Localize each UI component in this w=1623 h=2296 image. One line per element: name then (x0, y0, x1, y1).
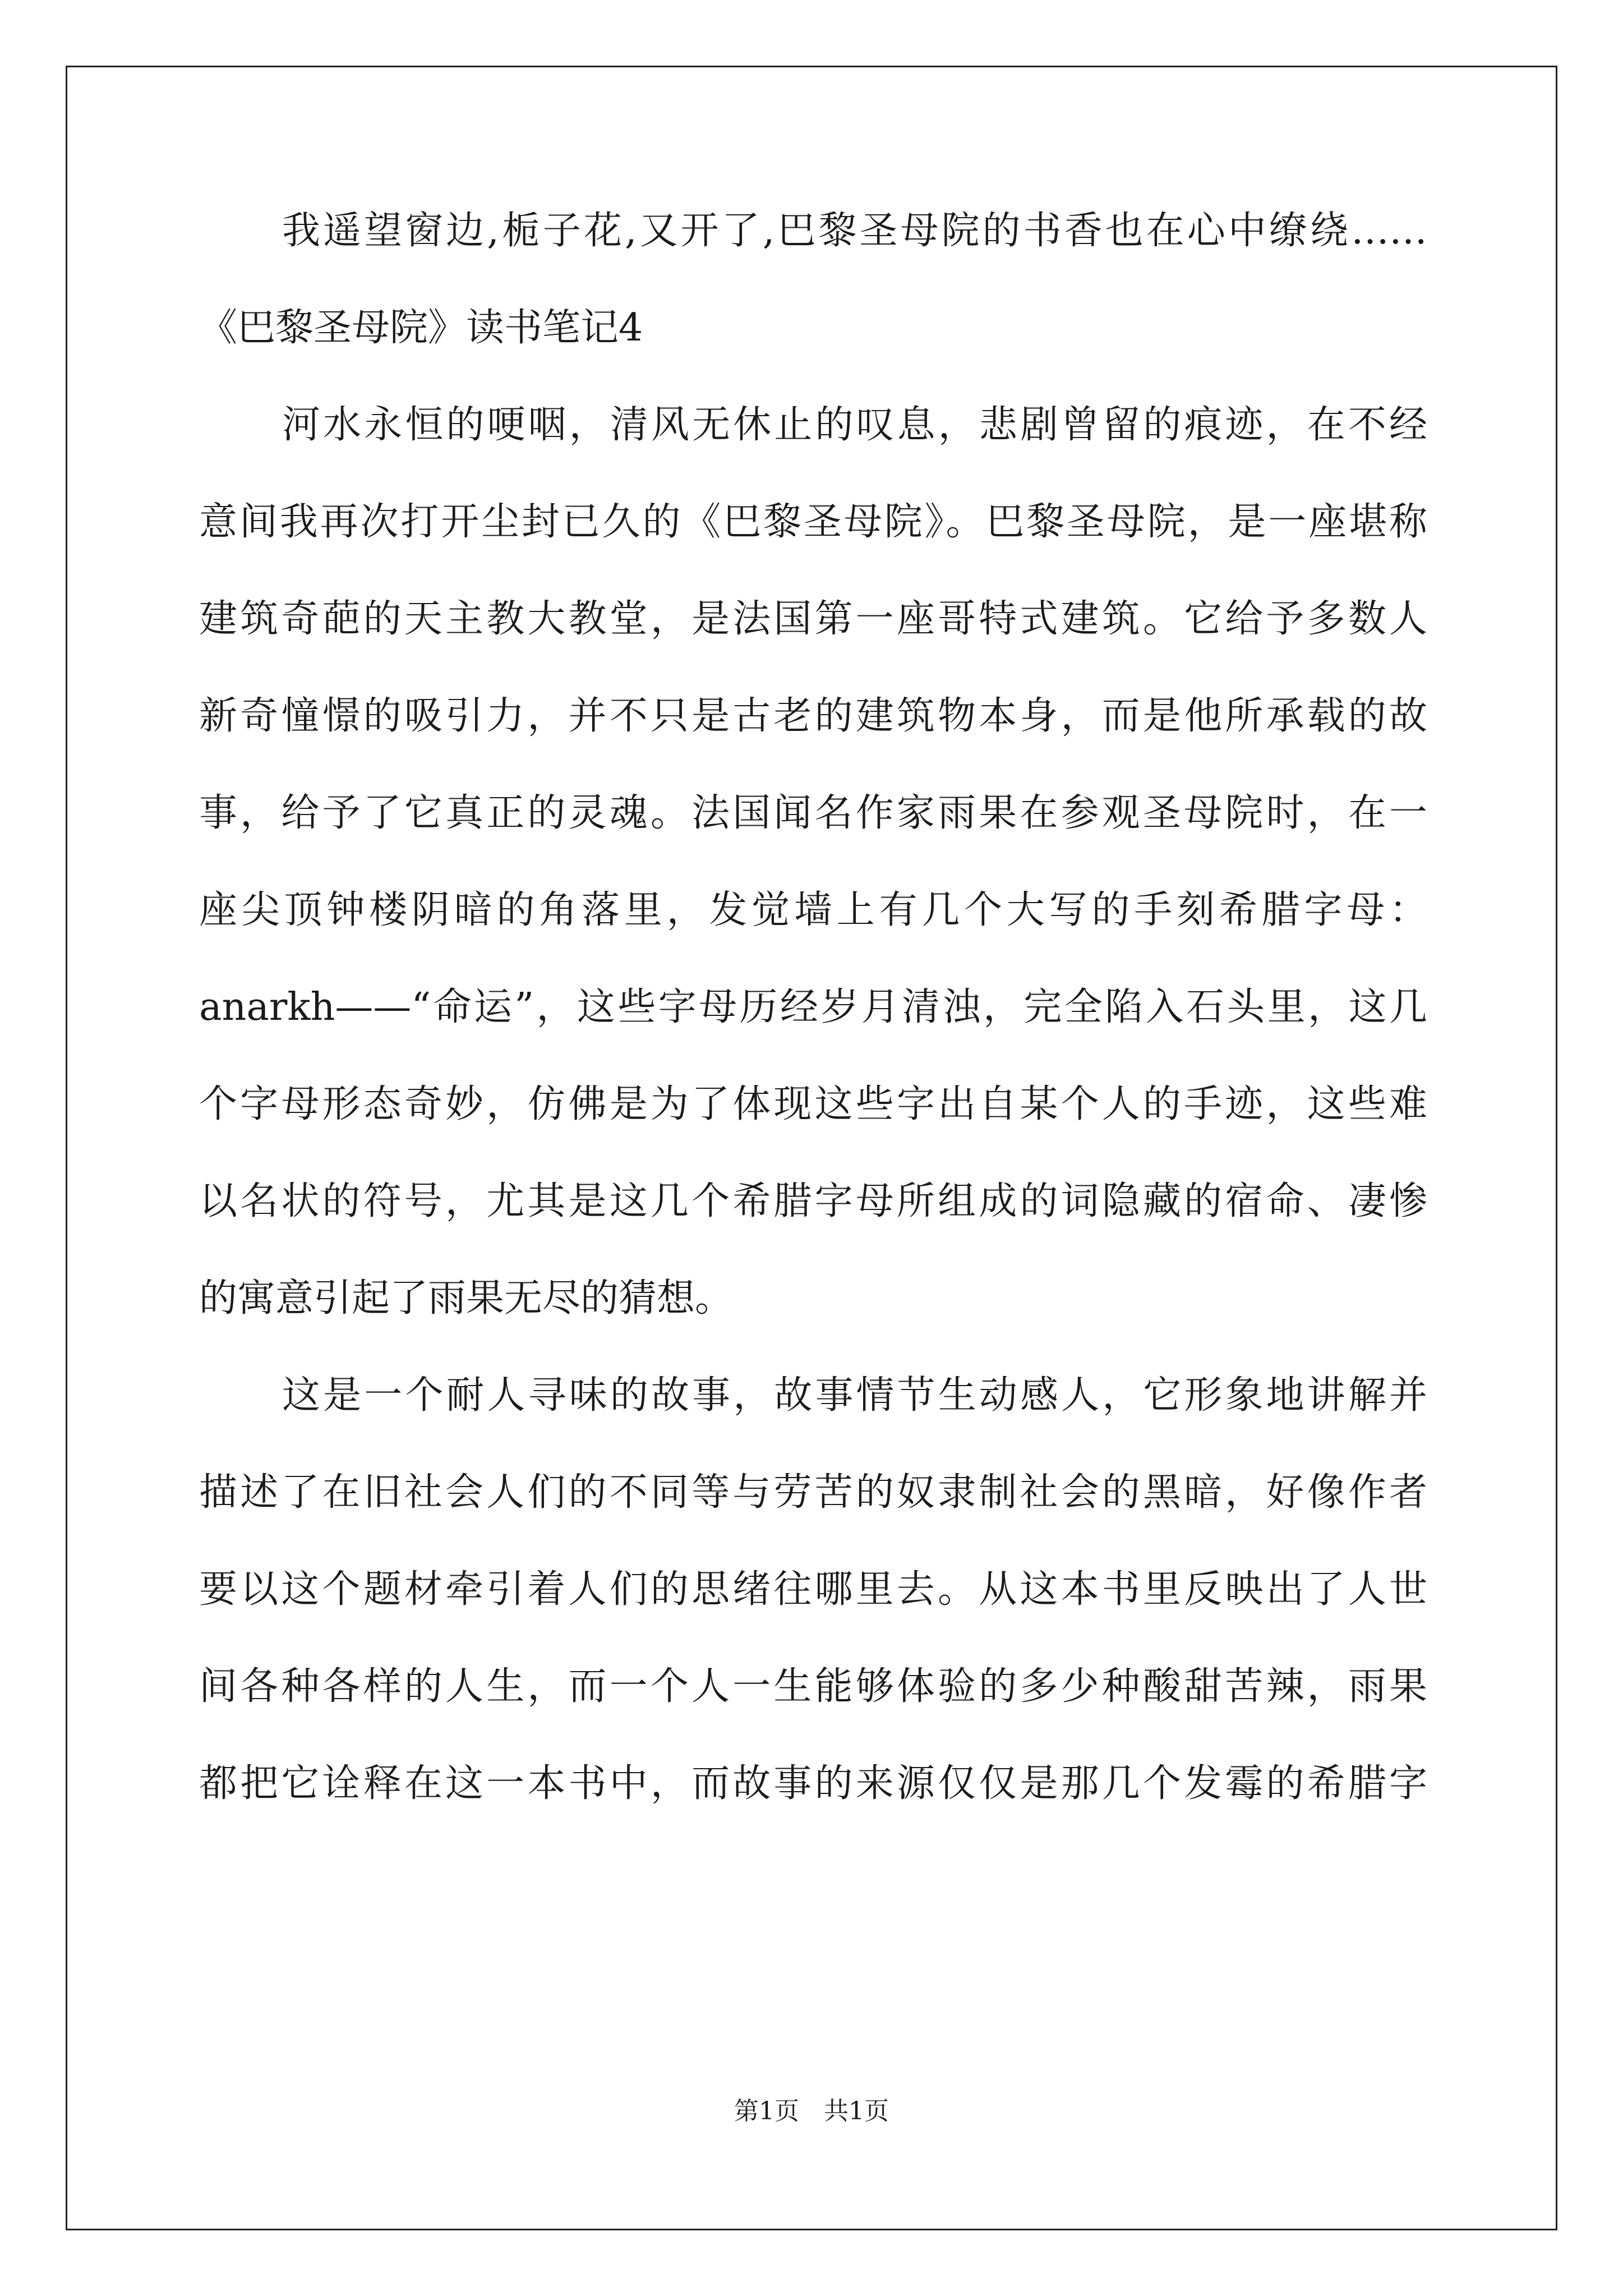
text-line: 间各种各样的人生，而一个人一生能够体验的多少种酸甜苦辣，雨果 (199, 1664, 1427, 1709)
page-footer (0, 2097, 1623, 2126)
text-line: 以名状的符号，尤其是这几个希腊字母所组成的词隐藏的宿命、凄惨 (199, 1179, 1427, 1223)
text-line: 我遥望窗边,栀子花,又开了,巴黎圣母院的书香也在心中缭绕…… (282, 209, 1427, 253)
document-body (199, 209, 1427, 1806)
text-line: 都把它诠释在这一本书中，而故事的来源仅仅是那几个发霉的希腊字 (199, 1761, 1427, 1806)
section-heading: 《巴黎圣母院》读书笔记4 (199, 306, 643, 350)
text-line: 要以这个题材牵引着人们的思绪往哪里去。从这本书里反映出了人世 (199, 1567, 1427, 1612)
text-line: 新奇憧憬的吸引力，并不只是古老的建筑物本身，而是他所承载的故 (199, 694, 1427, 738)
text-line: 这是一个耐人寻味的故事，故事情节生动感人，它形象地讲解并 (282, 1373, 1427, 1418)
text-line: 建筑奇葩的天主教大教堂，是法国第一座哥特式建筑。它给予多数人 (199, 597, 1427, 641)
text-line: 事，给予了它真正的灵魂。法国闻名作家雨果在参观圣母院时，在一 (199, 791, 1427, 835)
text-line: 河水永恒的哽咽，清风无休止的叹息，悲剧曾留的痕迹，在不经 (282, 403, 1427, 447)
page-number-total: 共1页 (824, 2097, 889, 2125)
text-line: 的寓意引起了雨果无尽的猜想。 (199, 1276, 734, 1320)
text-line: anarkh——“命运”，这些字母历经岁月清浊，完全陷入石头里，这几 (199, 985, 1427, 1029)
text-line: 描述了在旧社会人们的不同等与劳苦的奴隶制社会的黑暗，好像作者 (199, 1470, 1427, 1515)
text-line: 座尖顶钟楼阴暗的角落里，发觉墙上有几个大写的手刻希腊字母： (199, 888, 1427, 932)
page-number-current: 第1页 (734, 2097, 799, 2125)
text-line: 意间我再次打开尘封已久的《巴黎圣母院》。巴黎圣母院，是一座堪称 (199, 500, 1427, 544)
text-line: 个字母形态奇妙，仿佛是为了体现这些字出自某个人的手迹，这些难 (199, 1082, 1427, 1126)
